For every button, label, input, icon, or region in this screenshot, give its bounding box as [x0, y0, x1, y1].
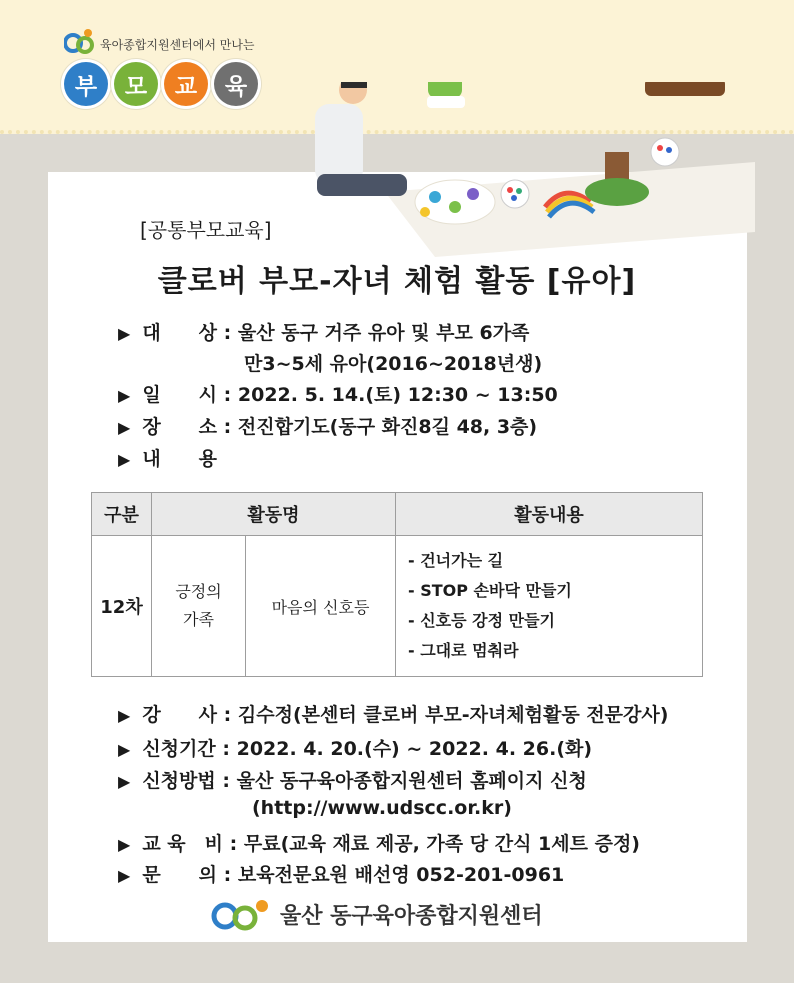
category-label: [공통부모교육] — [140, 218, 272, 242]
bullet-arrow-icon: ▶ — [118, 450, 131, 469]
table-row — [92, 536, 703, 677]
header-org-text: 육아종합지원센터에서 만나는 — [100, 37, 255, 52]
list-item: - 건너가는 길 — [408, 551, 504, 570]
program-char-4: 육 — [214, 62, 258, 106]
bullet-arrow-icon: ▶ — [118, 866, 131, 885]
footer-org — [210, 896, 543, 932]
bullet-arrow-icon: ▶ — [118, 835, 131, 854]
info-datetime: ▶ 일 시 : 2022. 5. 14.(토) 12:30 ~ 13:50 — [118, 384, 558, 406]
cell-session: 12차 — [92, 536, 152, 677]
table-header-row — [92, 493, 703, 536]
bullet-arrow-icon: ▶ — [118, 386, 131, 405]
bullet-arrow-icon: ▶ — [118, 324, 131, 343]
center-logo-icon — [64, 26, 96, 56]
list-item: - 그대로 멈춰라 — [408, 641, 519, 660]
info-target: ▶ 대 상 : 울산 동구 거주 유아 및 부모 6가족 — [118, 322, 530, 344]
header-activity-name: 활동명 — [152, 493, 396, 536]
list-item: - STOP 손바닥 만들기 — [408, 581, 572, 600]
cell-activity-items — [396, 536, 703, 677]
info-fee: ▶ 교 육 비 : 무료(교육 재료 제공, 가족 당 간식 1세트 증정) — [118, 833, 640, 855]
program-char-2: 모 — [114, 62, 158, 106]
bullet-arrow-icon: ▶ — [118, 706, 131, 725]
header-session: 구분 — [92, 493, 152, 536]
info-application-method: ▶ 신청방법 : 울산 동구육아종합지원센터 홈페이지 신청 — [118, 770, 587, 792]
cell-activity-name: 마음의 신호등 — [246, 536, 396, 677]
list-item: - 신호등 강정 만들기 — [408, 611, 555, 630]
child-boy-figure — [427, 82, 465, 108]
info-content: ▶ 내 용 — [118, 448, 218, 470]
father-figure — [315, 82, 407, 196]
program-char-3: 교 — [164, 62, 208, 106]
program-char-1: 부 — [64, 62, 108, 106]
bullet-arrow-icon: ▶ — [118, 740, 131, 759]
cell-theme: 긍정의 가족 — [152, 536, 246, 677]
info-contact: ▶ 문 의 : 보육전문요원 배선영 052-201-0961 — [118, 864, 565, 886]
activity-table — [91, 492, 703, 677]
bullet-arrow-icon: ▶ — [118, 418, 131, 437]
header-activity-content: 활동내용 — [396, 493, 703, 536]
family-painting-illustration — [315, 82, 755, 272]
bullet-arrow-icon: ▶ — [118, 772, 131, 791]
info-venue: ▶ 장 소 : 전진합기도(동구 화진8길 48, 3층) — [118, 416, 538, 438]
homepage-url[interactable]: (http://www.udscc.or.kr) — [252, 797, 512, 819]
header-brand — [64, 26, 255, 56]
info-application-period: ▶ 신청기간 : 2022. 4. 20.(수) ~ 2022. 4. 26.(화) — [118, 738, 593, 760]
center-logo-icon — [210, 896, 274, 932]
info-instructor: ▶ 강 사 : 김수정(본센터 클로버 부모-자녀체험활동 전문강사) — [118, 704, 669, 726]
footer-org-name: 울산 동구육아종합지원센터 — [280, 903, 543, 929]
mother-figure — [645, 82, 725, 96]
page-title: 클로버 부모-자녀 체험 활동 [유아] — [157, 264, 637, 299]
program-title — [64, 62, 258, 106]
info-target-age: 만3~5세 유아(2016~2018년생) — [244, 353, 543, 375]
